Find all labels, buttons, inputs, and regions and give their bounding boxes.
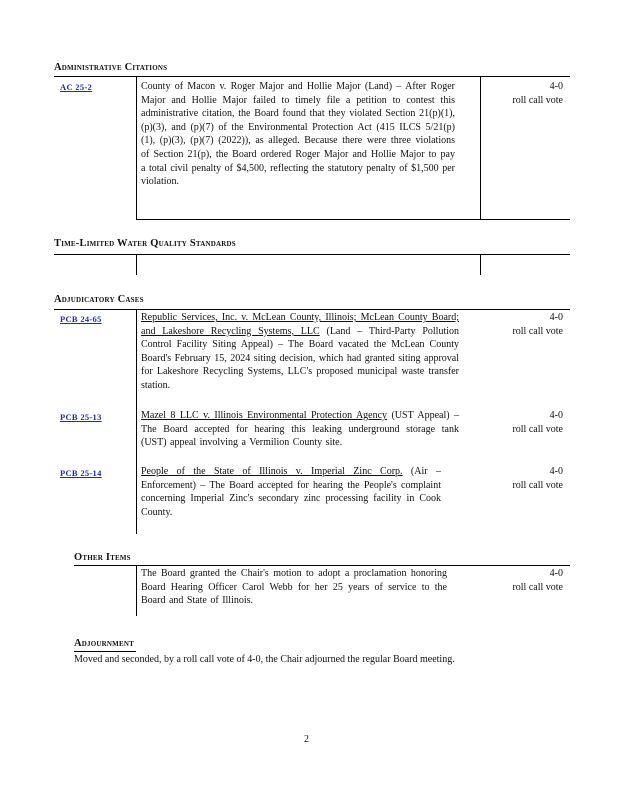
docket-link[interactable]: AC 25-2 [60,82,93,92]
vote-result [490,311,563,338]
section-heading-time-limited-wqs: Time-Limited Water Quality Standards [54,238,236,249]
vote-type: roll call vote [512,423,563,435]
column-divider [136,310,137,534]
column-divider [136,77,137,219]
item-text [141,465,441,519]
vote-count: 4-0 [549,81,563,92]
vote-count: 4-0 [549,568,563,579]
vote-type: roll call vote [512,479,563,491]
column-divider [136,566,137,616]
docket-link[interactable]: PCB 25-14 [60,468,102,478]
case-title: People of the State of Illinois v. Imperial Zinc Corp. [141,466,403,477]
item-text: The Board granted the Chair's motion to adopt a proclamation honoring Board Hearing Officer Carol Webb for her 25 years of service to the Board and State of Illinois. [141,568,447,607]
section-rule [54,76,570,77]
section-heading-adjudicatory-cases: Adjudicatory Cases [54,294,144,305]
case-summary: (Land – Third-Party Pollution Control Facility Siting Appeal) – The Board vacated the McLean County Board's February 15, 2024 siting decision, which had granted siting approval for Lakeshore Recycling Systems, LLC's proposed municipal waste transfer station. [141,325,460,391]
case-summary: (Air – Enforcement) – The Board accepted for hearing the People's complaint concerning Imperial Zinc's secondary zinc processing facility in Cook County. [141,466,441,518]
case-title: Mazel 8 LLC v. Illinois Environmental Protection Agency [141,410,388,421]
column-divider [480,255,481,275]
page-number: 2 [304,734,309,745]
section-rule [54,254,570,255]
column-divider [136,255,137,275]
item-text [141,409,459,450]
section-rule [54,309,570,310]
vote-count: 4-0 [549,410,563,421]
docket-link[interactable]: PCB 25-13 [60,412,102,422]
section-rule [74,565,570,566]
docket-link[interactable]: PCB 24-65 [60,314,102,324]
section-rule [74,651,136,652]
adjournment-text: Moved and seconded, by a roll call vote of 4-0, the Chair adjourned the regular Board meeting. [74,654,455,665]
section-heading-adjournment: Adjournment [74,638,134,649]
vote-type: roll call vote [512,94,563,106]
section-heading-administrative-citations: Administrative Citations [54,62,168,73]
section-rule [136,219,570,220]
column-divider [480,77,481,219]
vote-result [490,409,563,436]
vote-result [490,567,563,594]
vote-result [490,80,563,107]
item-text: County of Macon v. Roger Major and Hollie Major (Land) – After Roger Major and Hollie Major failed to timely file a petition to contest this administrative citation, the Board found that they violated Section 21(p)(1), (p)(3), and (p)(7) of the Environmental Protection Act (415 ILCS 5/21(p)(1), (p)(3), (p)(7) (2022)), as alleged. Because there were three violations of Section 21(p), the Board ordered Roger Major and Hollie Major to pay a total civil penalty of $4,500, reflecting the statutory penalty of $1,500 per violation. [141,81,455,188]
item-text [141,311,459,393]
vote-type: roll call vote [512,581,563,593]
vote-count: 4-0 [549,312,563,323]
case-title: Republic Services, Inc. v. McLean County, Illinois; McLean County Board; and Lakeshore Recycling Systems, LLC [141,312,459,337]
case-summary: (UST Appeal) – The Board accepted for hearing this leaking underground storage tank (UST) appeal involving a Vermilion County site. [141,410,459,449]
vote-count: 4-0 [549,466,563,477]
vote-result [490,465,563,492]
vote-type: roll call vote [512,325,563,337]
section-heading-other-items: Other Items [74,552,131,563]
